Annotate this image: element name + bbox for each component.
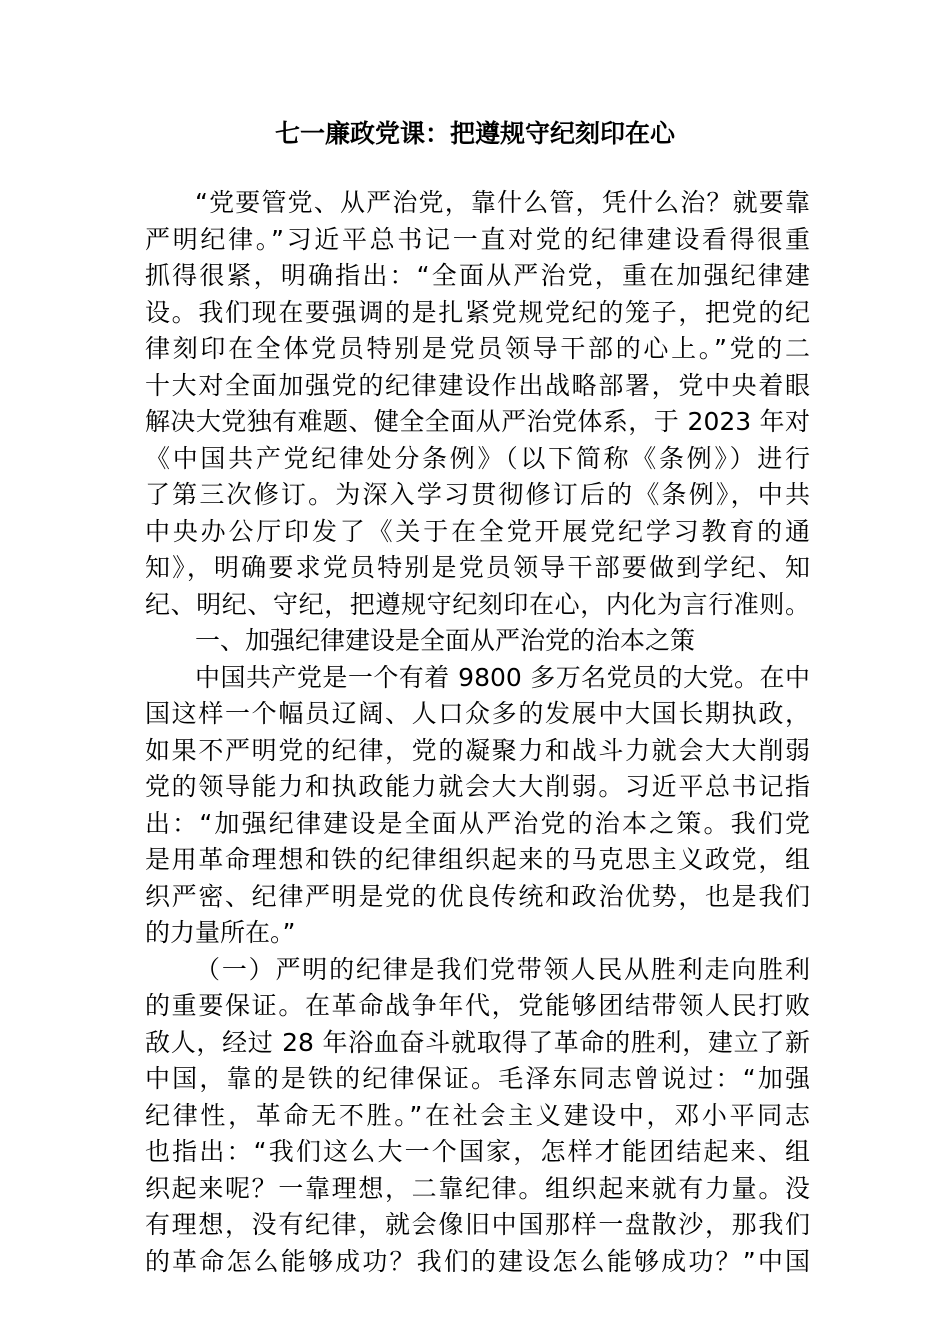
text-line: 设。我们现在要强调的是扎紧党规党纪的笼子，把党的纪 <box>145 297 810 327</box>
text-line: 的重要保证。在革命战争年代，党能够团结带领人民打败 <box>145 991 810 1020</box>
text-line: 解决大党独有难题、健全全面从严治党体系，于 2023 年对 <box>145 407 810 436</box>
text-line: 了第三次修订。为深入学习贯彻修订后的《条例》，中共 <box>145 480 810 509</box>
subsection-line: （一）严明的纪律是我们党带领人民从胜利走向胜利 <box>195 954 810 984</box>
text-line: 中国，靠的是铁的纪律保证。毛泽东同志曾说过：“加强 <box>145 1064 810 1093</box>
text-line: 抓得很紧，明确指出：“全面从严治党，重在加强纪律建 <box>145 261 810 290</box>
text-line: 律刻印在全体党员特别是党员领导干部的心上。”党的二 <box>145 334 810 363</box>
text-line: 的革命怎么能够成功？我们的建设怎么能够成功？”中国 <box>145 1246 810 1276</box>
text-line: 如果不严明党的纪律，党的凝聚力和战斗力就会大大削弱 <box>145 735 810 765</box>
text-line: 出：“加强纪律建设是全面从严治党的治本之策。我们党 <box>145 808 810 838</box>
text-line: 党的领导能力和执政能力就会大大削弱。习近平总书记指 <box>145 772 810 801</box>
text-line: 织起来呢？一靠理想，二靠纪律。组织起来就有力量。没 <box>145 1173 810 1203</box>
document-body <box>145 185 810 1280</box>
text-line: 敌人，经过 28 年浴血奋斗就取得了革命的胜利，建立了新 <box>145 1027 810 1057</box>
section-heading: 一、加强纪律建设是全面从严治党的治本之策 <box>195 626 696 655</box>
text-line: 中国共产党是一个有着 9800 多万名党员的大党。在中 <box>195 662 810 692</box>
text-line: 纪、明纪、守纪，把遵规守纪刻印在心，内化为言行准则。 <box>145 589 810 619</box>
text-line: 也指出：“我们这么大一个国家，怎样才能团结起来、组 <box>145 1137 810 1166</box>
text-line: 纪律性，革命无不胜。”在社会主义建设中，邓小平同志 <box>145 1100 810 1130</box>
document-title: 七一廉政党课：把遵规守纪刻印在心 <box>274 119 675 148</box>
text-line: “党要管党、从严治党，靠什么管，凭什么治？就要靠 <box>195 188 810 217</box>
text-line: 中央办公厅印发了《关于在全党开展党纪学习教育的通 <box>145 516 810 546</box>
text-line: 的力量所在。” <box>145 918 296 947</box>
text-line: 织严密、纪律严明是党的优良传统和政治优势，也是我们 <box>145 881 810 911</box>
text-line: 严明纪律。”习近平总书记一直对党的纪律建设看得很重 <box>145 224 810 254</box>
text-line: 知》，明确要求党员特别是党员领导干部要做到学纪、知 <box>145 553 810 582</box>
text-line: 国这样一个幅员辽阔、人口众多的发展中大国长期执政， <box>145 699 810 728</box>
text-line: 十大对全面加强党的纪律建设作出战略部署，党中央着眼 <box>145 370 810 400</box>
text-line: 有理想，没有纪律，就会像旧中国那样一盘散沙，那我们 <box>145 1210 810 1239</box>
text-line: 是用革命理想和铁的纪律组织起来的马克思主义政党，组 <box>145 845 810 874</box>
text-line: 《中国共产党纪律处分条例》（以下简称《条例》）进行 <box>145 443 810 473</box>
